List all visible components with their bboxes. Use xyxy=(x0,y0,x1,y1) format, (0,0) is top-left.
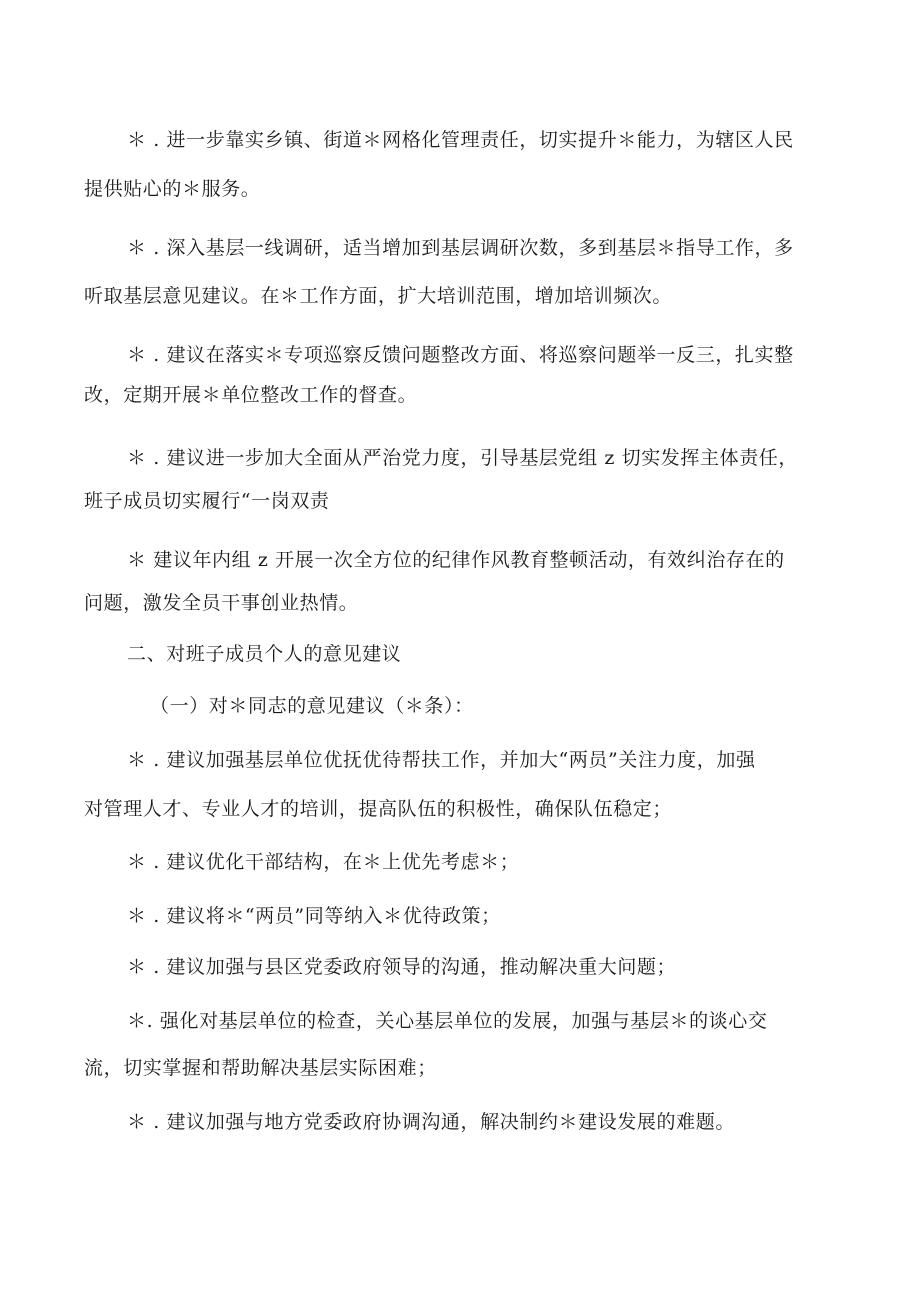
paragraph-1-line-2: 提供贴心的＊服务。 xyxy=(84,178,261,200)
paragraph-7: ＊ . 建议优化干部结构，在＊上优先考虑＊； xyxy=(127,851,520,873)
paragraph-6-line-1: ＊ . 建议加强基层单位优抚优待帮扶工作，并加大“两员”关注力度，加强 xyxy=(127,749,756,771)
paragraph-2-line-1: ＊ . 深入基层一线调研，适当增加到基层调研次数，多到基层＊指导工作，多 xyxy=(127,237,794,259)
paragraph-6-line-2: 对管理人才、专业人才的培训，提高队伍的积极性，确保队伍稳定； xyxy=(84,798,673,820)
paragraph-10-line-2: 流，切实掌握和帮助解决基层实际困难； xyxy=(84,1057,437,1079)
paragraph-2-line-2: 听取基层意见建议。在＊工作方面，扩大培训范围，增加培训频次。 xyxy=(84,285,673,307)
paragraph-11: ＊ . 建议加强与地方党委政府协调沟通，解决制约＊建设发展的难题。 xyxy=(127,1111,735,1133)
paragraph-3-line-1: ＊ . 建议在落实＊专项巡察反馈问题整改方面、将巡察问题举一反三，扎实整 xyxy=(127,344,794,366)
paragraph-3-line-2: 改，定期开展＊单位整改工作的督查。 xyxy=(84,384,418,406)
section-heading-2: 二、对班子成员个人的意见建议 xyxy=(127,643,402,665)
paragraph-1-line-1: ＊ . 进一步靠实乡镇、街道＊网格化管理责任，切实提升＊能力，为辖区人民 xyxy=(127,129,794,151)
paragraph-5-line-2: 问题，激发全员干事创业热情。 xyxy=(84,592,359,614)
paragraph-8: ＊ . 建议将＊“两员”同等纳入＊优待政策； xyxy=(127,905,501,927)
subsection-heading-1: （一）对＊同志的意见建议（＊条）： xyxy=(150,695,474,717)
paragraph-4-line-2: 班子成员切实履行“一岗双责 xyxy=(84,490,330,512)
paragraph-10-line-1: ＊. 强化对基层单位的检查，关心基层单位的发展，加强与基层＊的谈心交 xyxy=(127,1010,768,1032)
paragraph-9: ＊ . 建议加强与县区党委政府领导的沟通，推动解决重大问题； xyxy=(127,956,677,978)
paragraph-4-line-1: ＊ . 建议进一步加大全面从严治党力度，引导基层党组 z 切实发挥主体责任， xyxy=(127,447,799,469)
paragraph-5-line-1: ＊ 建议年内组 z 开展一次全方位的纪律作风教育整顿活动，有效纠治存在的 xyxy=(127,549,785,571)
